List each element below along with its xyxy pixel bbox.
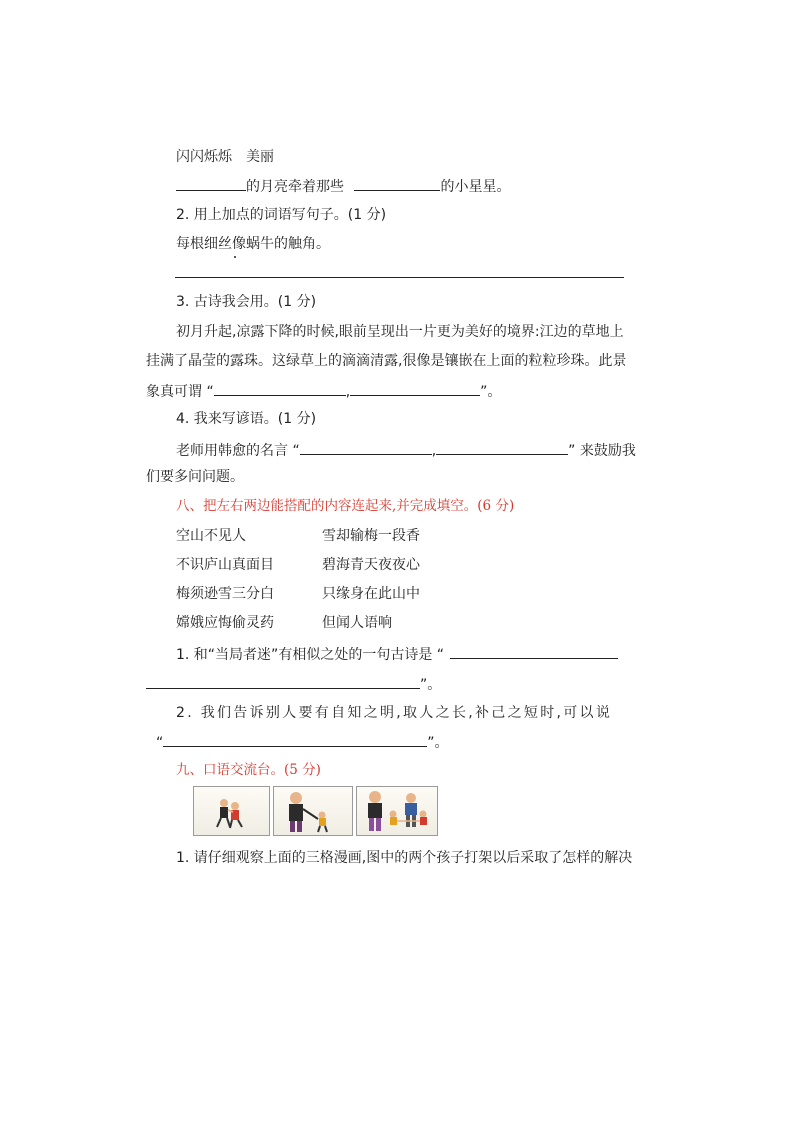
question-3-para-line-1: 初月升起,凉露下降的时候,眼前呈现出一片更为美好的境界:江边的草地上 xyxy=(176,324,624,340)
blank-field[interactable] xyxy=(214,380,346,396)
blank-field[interactable] xyxy=(176,175,246,191)
section-8-q2-quote-open: “ xyxy=(156,735,164,751)
q3-line3-comma: , xyxy=(345,384,351,400)
match-right-item[interactable]: 碧海青天夜夜心 xyxy=(322,557,420,573)
match-left-item[interactable]: 不识庐山真面目 xyxy=(176,557,274,573)
fill-sentence xyxy=(176,175,510,197)
question-2-title: 2. 用上加点的词语写句子。(1 分) xyxy=(176,207,387,223)
question-3-para-line-3 xyxy=(146,380,501,402)
section-8-q2-line-2 xyxy=(156,731,449,753)
fill-sentence-mid: 的月亮牵着那些 xyxy=(246,179,344,195)
question-3-para-line-2: 挂满了晶莹的露珠。这绿草上的滴滴清露,很像是镶嵌在上面的粒粒珍珠。此景 xyxy=(146,353,627,369)
fill-sentence-end: 的小星星。 xyxy=(440,179,511,195)
section-9-q1: 1. 请仔细观察上面的三格漫画,图中的两个孩子打架以后采取了怎样的解决 xyxy=(176,850,633,866)
comic-panel-3 xyxy=(356,786,438,836)
kids-fighting-illustration xyxy=(194,787,269,835)
section-8-q1-end: ”。 xyxy=(420,677,442,693)
section-9-heading: 九、口语交流台。(5 分) xyxy=(176,762,321,778)
adults-and-kids-illustration xyxy=(357,787,437,835)
word-choices: 闪闪烁烁 美丽 xyxy=(176,149,274,165)
question-3-title: 3. 古诗我会用。(1 分) xyxy=(176,294,317,310)
section-8-q1-line-2 xyxy=(146,673,441,695)
question-4-title: 4. 我来写谚语。(1 分) xyxy=(176,411,317,427)
blank-field[interactable] xyxy=(350,380,480,396)
q4-line1-end: ” 来鼓励我 xyxy=(568,443,636,459)
match-right-item[interactable]: 只缘身在此山中 xyxy=(322,586,420,602)
blank-field[interactable] xyxy=(146,673,420,689)
section-8-q1-text: 1. 和“当局者迷”有相似之处的一句古诗是 “ xyxy=(176,647,445,663)
emphasis-dot xyxy=(234,256,236,258)
q3-line3-end: ”。 xyxy=(480,384,502,400)
section-8-q2-end: ”。 xyxy=(427,735,449,751)
adult-and-kid-illustration xyxy=(274,787,352,835)
match-right-item[interactable]: 但闻人语响 xyxy=(322,615,392,631)
question-4-para-line-1 xyxy=(176,439,636,461)
match-left-item[interactable]: 梅须逊雪三分白 xyxy=(176,586,274,602)
question-2-sentence: 每根细丝像蜗牛的触角。 xyxy=(176,236,330,252)
q3-line3-start: 象真可谓 “ xyxy=(146,384,214,400)
blank-field[interactable] xyxy=(163,731,427,747)
question-4-para-line-2: 们要多问问题。 xyxy=(146,469,244,485)
blank-field[interactable] xyxy=(300,439,432,455)
match-right-item[interactable]: 雪却输梅一段香 xyxy=(322,528,420,544)
answer-line[interactable] xyxy=(175,277,624,278)
blank-field[interactable] xyxy=(354,175,440,191)
q4-line1-comma: , xyxy=(431,443,437,459)
blank-field[interactable] xyxy=(450,643,618,659)
match-left-item[interactable]: 嫦娥应悔偷灵药 xyxy=(176,615,274,631)
section-8-q2: 2. 我们告诉别人要有自知之明,取人之长,补己之短时,可以说 xyxy=(176,705,613,721)
blank-field[interactable] xyxy=(436,439,568,455)
comic-panel-2 xyxy=(273,786,353,836)
three-panel-comic xyxy=(193,786,438,836)
comic-panel-1 xyxy=(193,786,270,836)
match-left-item[interactable]: 空山不见人 xyxy=(176,528,246,544)
q4-line1-start: 老师用韩愈的名言 “ xyxy=(176,443,300,459)
section-8-heading: 八、把左右两边能搭配的内容连起来,并完成填空。(6 分) xyxy=(176,498,515,514)
section-8-q1 xyxy=(176,643,618,665)
